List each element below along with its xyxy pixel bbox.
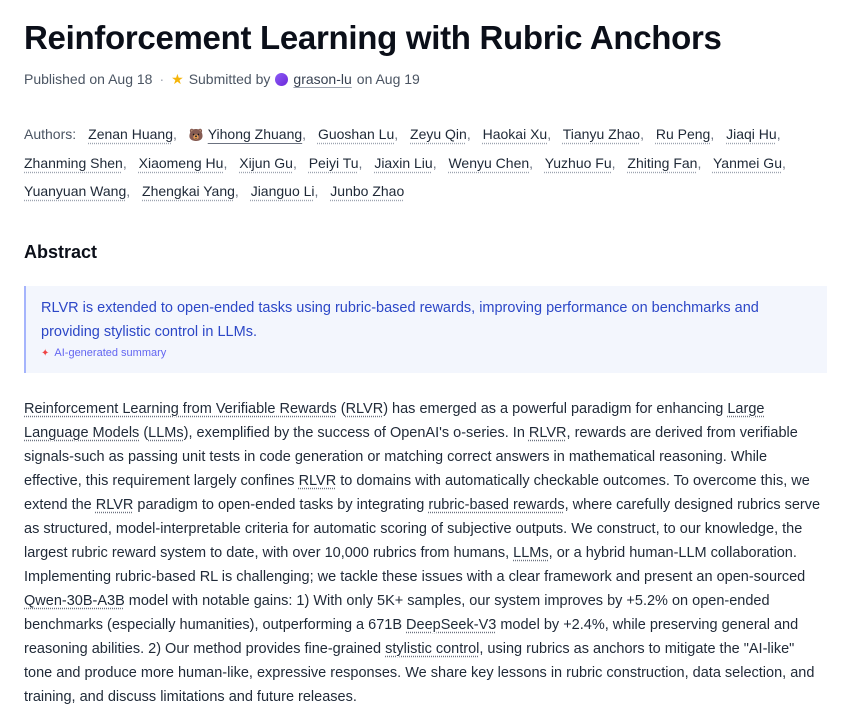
abstract-text: ( [139, 425, 149, 441]
author-link[interactable]: Zhiting Fan [627, 155, 698, 171]
author-separator: , [223, 155, 228, 171]
abstract-text: , using rubrics as anchors to mitigate the "AI-like" tone and produce more human-like, expressive responses. We share key lessons in rubric construction, data selection, and training, and discuss limitations and future releases. [24, 641, 815, 705]
author-separator: , [697, 155, 702, 171]
author-separator: , [466, 126, 471, 142]
abstract-term-link[interactable]: RLVR [95, 497, 134, 513]
author-separator: , [394, 126, 399, 142]
author-link[interactable]: Zhengkai Yang [142, 183, 235, 199]
author-link[interactable]: Junbo Zhao [330, 183, 405, 199]
author-link[interactable]: Zeyu Qin [410, 126, 467, 142]
abstract-term-link[interactable]: LLMs [148, 425, 184, 441]
abstract-text: model by +2.4%, while preserving general and reasoning abilities. 2) Our method provides fine-grained [24, 617, 799, 657]
author-link[interactable]: Wenyu Chen [448, 155, 530, 171]
abstract-text: , rewards are derived from verifiable signals-such as passing unit tests in code generation or matching correct answers in mathematical reasoning. While effective, this requirement largely confines [24, 425, 798, 489]
author-link[interactable]: Tianyu Zhao [562, 126, 641, 142]
abstract-term-link[interactable]: RLVR [528, 425, 567, 441]
abstract-term-link[interactable]: RLVR [345, 401, 384, 417]
abstract-term-link[interactable]: RLVR [298, 473, 337, 489]
abstract-term-link[interactable]: LLMs [513, 545, 549, 561]
author-link[interactable]: Yuanyuan Wang [24, 183, 127, 199]
submitter-link[interactable]: grason-lu [293, 71, 352, 87]
abstract-text: ( [336, 401, 346, 417]
author-separator: , [611, 155, 616, 171]
author-link[interactable]: Guoshan Lu [317, 126, 395, 142]
abstract-term-link[interactable]: Reinforcement Learning from Verifiable Rewards [24, 401, 337, 417]
abstract-text: , or a hybrid human-LLM collaboration. Implementing rubric-based RL is challenging; we tackle these issues with a clear framework and present an open-sourced [24, 545, 806, 585]
author-link[interactable]: Yanmei Gu [712, 155, 782, 171]
paper-meta [24, 69, 420, 89]
author-separator: , [234, 183, 239, 199]
bear-icon: 🐻 [188, 128, 204, 142]
abstract-text: ), exemplified by the success of OpenAI's o-series. In [183, 425, 529, 441]
author-separator: , [126, 183, 131, 199]
author-link[interactable]: Peiyi Tu [308, 155, 359, 171]
abstract-text: , where carefully designed rubrics serve as structured, model-interpretable criteria for automatic scoring of subjective outputs. We construct, to our knowledge, the largest rubric reward system to date, with over 10,000 rubrics from humans, [24, 497, 821, 561]
submitted-date: on Aug 19 [356, 71, 420, 87]
abstract-text: model with notable gains: 1) With only 5K+ samples, our system improves by +5.2% on open-ended benchmarks (especially humanities), outperforming a 671B [24, 593, 770, 633]
ai-summary-label: AI-generated summary [54, 347, 167, 359]
author-link[interactable]: Xiaomeng Hu [138, 155, 224, 171]
abstract-text: ) has emerged as a powerful paradigm for enhancing [383, 401, 728, 417]
author-separator: , [432, 155, 437, 171]
abstract-term-link[interactable]: rubric-based rewards [428, 497, 565, 513]
author-link[interactable]: Jiaqi Hu [726, 126, 777, 142]
abstract-heading: Abstract [24, 242, 98, 262]
author-separator: , [710, 126, 715, 142]
author-separator: , [776, 126, 781, 142]
published-date: Published on Aug 18 [24, 71, 153, 87]
author-separator: , [172, 126, 177, 142]
ai-summary-badge [41, 347, 811, 359]
abstract-text: paradigm to open-ended tasks by integrating [133, 497, 429, 513]
author-link[interactable]: Jianguo Li [250, 183, 315, 199]
ai-summary-text: RLVR is extended to open-ended tasks using rubric-based rewards, improving performance on benchmarks and providing stylistic control in LLMs. [41, 300, 759, 340]
authors-label: Authors: [24, 126, 77, 142]
author-separator: , [640, 126, 644, 142]
abstract-term-link[interactable]: Qwen-30B-A3B [24, 593, 125, 609]
authors-list [24, 120, 824, 205]
meta-separator: · [159, 71, 165, 87]
paper-title: Reinforcement Learning with Rubric Anchors [24, 19, 722, 56]
author-separator: , [547, 126, 552, 142]
author-link[interactable]: Yuzhuo Fu [544, 155, 612, 171]
author-link[interactable]: Haokai Xu [482, 126, 548, 142]
avatar-dot-icon[interactable] [275, 73, 288, 86]
author-separator: , [122, 155, 127, 171]
sparkle-icon: ✦ [41, 347, 50, 359]
author-link[interactable]: Yihong Zhuang [207, 126, 303, 142]
author-link[interactable]: Xijun Gu [239, 155, 293, 171]
abstract-term-link[interactable]: DeepSeek-V3 [406, 617, 497, 633]
author-separator: , [314, 183, 319, 199]
author-separator: , [358, 155, 363, 171]
author-link[interactable]: Zenan Huang [88, 126, 173, 142]
abstract-text: to domains with automatically checkable outcomes. To overcome this, we extend the [24, 473, 810, 513]
submitted-by-label: Submitted by [188, 71, 271, 87]
abstract-term-link[interactable]: stylistic control [385, 641, 480, 657]
author-separator: , [292, 155, 297, 171]
abstract-term-link[interactable]: Large Language Models [24, 401, 765, 441]
author-link[interactable]: Jiaxin Liu [374, 155, 433, 171]
author-separator: , [302, 126, 307, 142]
star-icon: ★ [171, 71, 184, 87]
author-separator: , [781, 155, 786, 171]
abstract-body [24, 397, 824, 709]
author-separator: , [529, 155, 534, 171]
author-link[interactable]: Ru Peng [655, 126, 711, 142]
author-link[interactable]: Zhanming Shen [24, 155, 123, 171]
ai-summary-box [24, 286, 827, 373]
